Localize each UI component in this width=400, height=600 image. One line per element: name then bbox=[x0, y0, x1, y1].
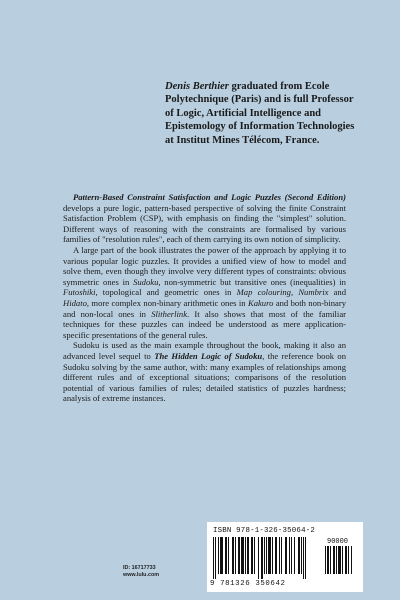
book-description bbox=[63, 192, 346, 404]
paragraph-text: and both non-binary and non-local ones in bbox=[63, 297, 346, 319]
paragraph-text: , bbox=[290, 287, 299, 298]
description-paragraph-2 bbox=[63, 245, 346, 340]
author-bio-text: graduated from Ecole Polytechnique (Paris) and is full Professor of Logic, Artificial Intelligence and Epistemology of Information Technologies at Institut Mines Télécom, France. bbox=[165, 81, 355, 146]
puzzle-name: Hidato bbox=[63, 297, 87, 308]
paragraph-text: A large part of the book illustrates the power of the approach by applying it to various popular logic puzzles. It provides a unified view of how to model and solve them, even though they involve very different types of constraints: obvious symmetric ones in bbox=[63, 244, 346, 287]
author-name: Denis Berthier bbox=[165, 81, 229, 92]
author-bio bbox=[165, 80, 355, 147]
publisher-info bbox=[123, 565, 159, 579]
book-title: Pattern-Based Constraint Satisfaction and Logic Puzzles (Second Edition) bbox=[73, 192, 346, 202]
puzzle-name: Numbrix bbox=[298, 287, 329, 298]
description-paragraph-3 bbox=[63, 340, 346, 404]
barcode-bars bbox=[213, 537, 321, 579]
publisher-url: www.lulu.com bbox=[123, 572, 160, 578]
isbn-barcode bbox=[207, 522, 363, 592]
paragraph-text: , non-symmetric but transitive ones (inequalities) in bbox=[158, 276, 346, 287]
publisher-id: ID: 16717733 bbox=[123, 565, 156, 571]
puzzle-name: Sudoku bbox=[133, 276, 159, 287]
paragraph-text: Sudoku is used as the main example throughout the book, making it also an advanced level sequel to bbox=[63, 340, 346, 361]
related-book-title: The Hidden Logic of Sudoku bbox=[154, 350, 263, 361]
paragraph-text: , topological and geometric ones in bbox=[95, 287, 237, 298]
price-code: 90000 bbox=[327, 538, 349, 546]
paragraph-text: , more complex non-binary arithmetic ones in bbox=[86, 297, 248, 308]
description-paragraph-1 bbox=[63, 192, 346, 245]
puzzle-name: Kakuro bbox=[247, 297, 274, 308]
puzzle-name: Slitherlink bbox=[151, 308, 188, 319]
barcode-digits: 9 781326 350642 bbox=[210, 580, 286, 588]
paragraph-text: and bbox=[328, 287, 347, 298]
isbn-label: ISBN 978-1-326-35064-2 bbox=[213, 527, 315, 535]
paragraph-text: develops a pure logic, pattern-based perspective of solving the finite Constraint Satisfaction Problem (CSP), with emphasis on finding the "simplest" solution. Different ways of reasoning with the constraints are formalised by various families of "resolution rules", each of them carrying its own notion of simplicity. bbox=[63, 202, 346, 245]
paragraph-text: . It also shows that most of the familiar techniques for these puzzles can indeed be understood as mere application-specific presentations of the general rules. bbox=[63, 308, 346, 340]
paragraph-text: , the reference book on Sudoku solving by the same author, with: many examples of relationships among different rules and of exceptional situations; comparisons of the resolution potential of various families of rules; detailed statistics of puzzles hardness; analysis of extreme instances. bbox=[63, 350, 346, 404]
puzzle-name: Futoshiki bbox=[63, 287, 96, 298]
price-barcode-bars bbox=[325, 546, 359, 579]
puzzle-name: Map colouring bbox=[236, 287, 291, 298]
